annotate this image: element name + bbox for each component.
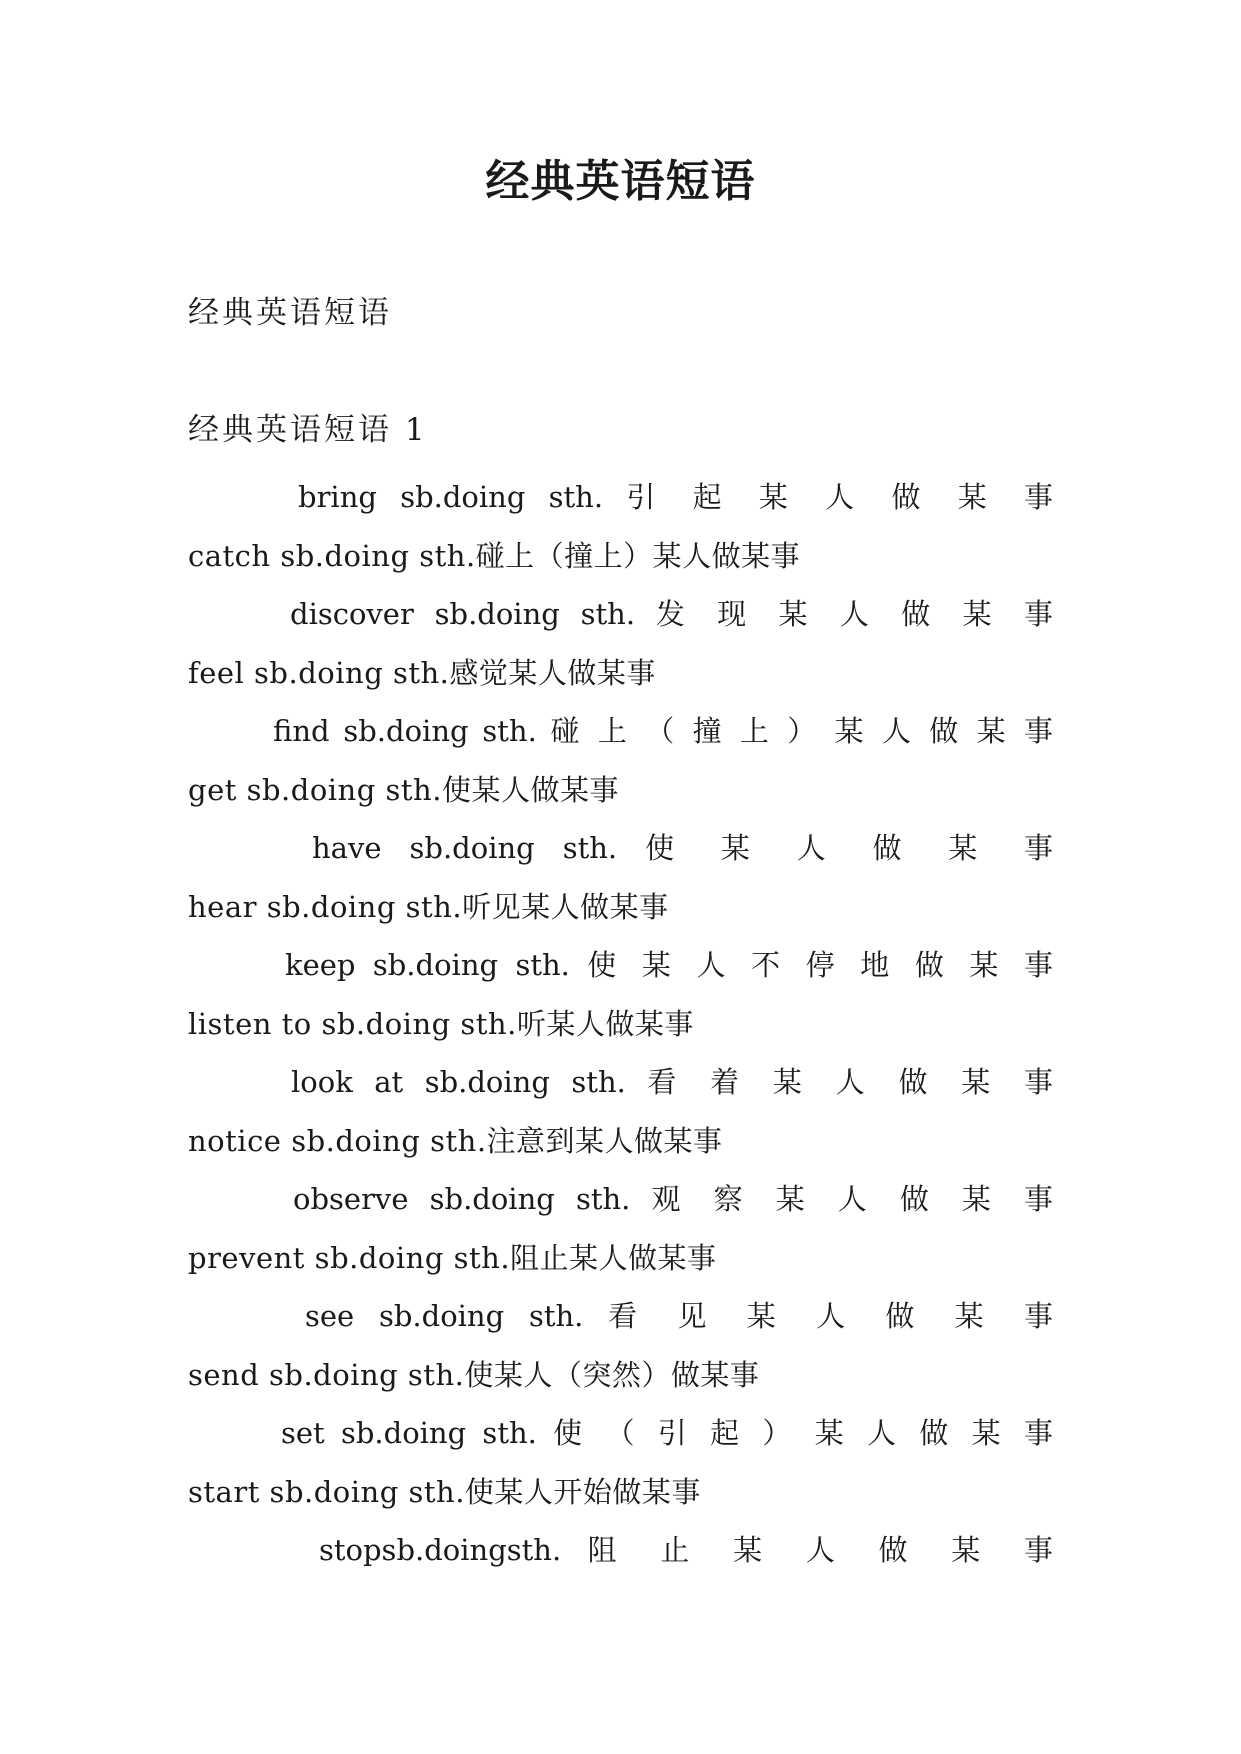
phrase-line: prevent sb.doing sth.阻止某人做某事 <box>188 1240 717 1275</box>
phrase-line: send sb.doing sth.使某人（突然）做某事 <box>188 1357 760 1392</box>
phrase-line: listen to sb.doing sth.听某人做某事 <box>188 1006 694 1041</box>
section-heading: 经典英语短语 1 <box>188 412 428 448</box>
phrase-line: have sb.doing sth. 使 某 人 做 某 事 <box>312 831 1053 865</box>
phrase-line: start sb.doing sth.使某人开始做某事 <box>188 1474 701 1509</box>
phrase-line: see sb.doing sth. 看 见 某 人 做 某 事 <box>305 1299 1053 1333</box>
phrase-line: bring sb.doing sth. 引 起 某 人 做 某 事 <box>298 480 1053 514</box>
document-subtitle: 经典英语短语 <box>188 295 392 331</box>
phrase-line: stopsb.doingsth. 阻 止 某 人 做 某 事 <box>319 1533 1053 1567</box>
phrase-line: feel sb.doing sth.感觉某人做某事 <box>188 655 656 690</box>
phrase-line: discover sb.doing sth. 发 现 某 人 做 某 事 <box>290 597 1053 631</box>
document-title: 经典英语短语 <box>485 156 756 207</box>
phrase-list <box>188 468 1053 1580</box>
phrase-line: get sb.doing sth.使某人做某事 <box>188 772 619 807</box>
phrase-line: observe sb.doing sth. 观 察 某 人 做 某 事 <box>293 1182 1053 1216</box>
phrase-line: set sb.doing sth. 使 （ 引 起 ） 某 人 做 某 事 <box>281 1416 1053 1450</box>
phrase-line: notice sb.doing sth.注意到某人做某事 <box>188 1123 723 1158</box>
phrase-line: catch sb.doing sth.碰上（撞上）某人做某事 <box>188 538 801 573</box>
phrase-line: keep sb.doing sth. 使 某 人 不 停 地 做 某 事 <box>285 948 1053 982</box>
phrase-line: look at sb.doing sth. 看 着 某 人 做 某 事 <box>291 1065 1053 1099</box>
phrase-line: find sb.doing sth. 碰 上 （ 撞 上 ） 某 人 做 某 事 <box>273 714 1053 748</box>
phrase-line: hear sb.doing sth.听见某人做某事 <box>188 889 669 924</box>
